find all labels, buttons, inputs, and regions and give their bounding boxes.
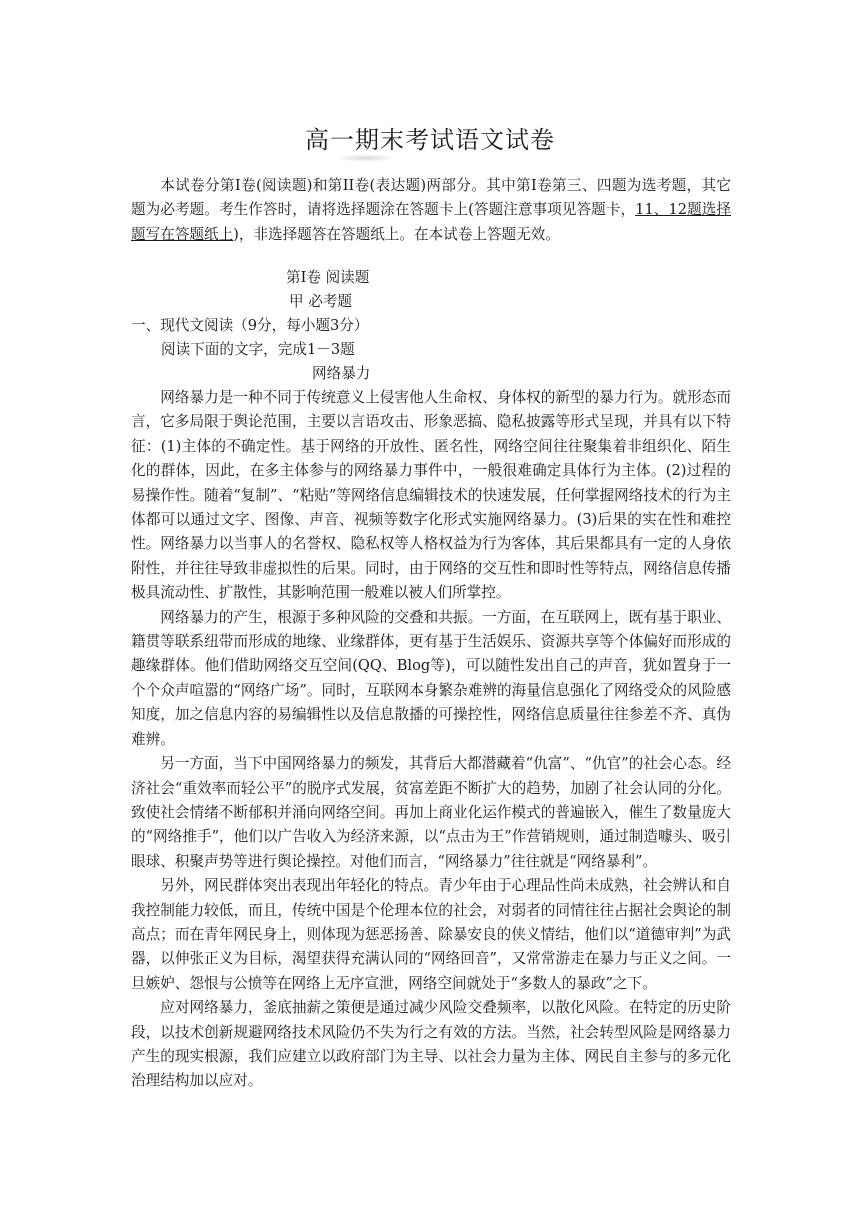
- exam-title: 高一期末考试语文试卷: [305, 126, 555, 154]
- article-body: [131, 386, 731, 1094]
- reading-instruction: 阅读下面的文字，完成1－3题: [161, 341, 355, 358]
- intro-paragraph: [131, 174, 731, 247]
- article-paragraph: 网络暴力是一种不同于传统意义上侵害他人生命权、身体权的新型的暴力行为。就形态而言，它多局限于舆论范围，主要以言语攻击、形象恶搞、隐私披露等形式呈现，并具有以下特征：(1)主体的不确定性。基于网络的开放性、匿名性，网络空间往往聚集着非组织化、陌生化的群体，因此，在多主体参与的网络暴力事件中，一般很难确定具体行为主体。(2)过程的易操作性。随着“复制”、“粘贴”等网络信息编辑技术的快速发展，任何掌握网络技术的行为主体都可以通过文字、图像、声音、视频等数字化形式实施网络暴力。(3)后果的实在性和难控性。网络暴力以当事人的名誉权、隐私权等人格权益为行为客体，其后果都具有一定的人身依附性，并往往导致非虚拟性的后果。同时，由于网络的交互性和即时性等特点，网络信息传播极具流动性、扩散性，其影响范围一般难以被人们所掌控。: [131, 389, 731, 602]
- article-paragraph: 另外，网民群体突出表现出年轻化的特点。青少年由于心理品性尚未成熟，社会辨认和自我控制能力较低，而且，传统中国是个伦理本位的社会，对弱者的同情往往占据社会舆论的制高点；而在青年网民身上，则体现为惩恶扬善、除暴安良的侠义情结，他们以“道德审判”为武器，以伸张正义为目标，渴望获得充满认同的“网络回音”，又常常游走在暴力与正义之间。一旦嫉妒、怨恨与公愤等在网络上无序宣泄，网络空间就处于“多数人的暴政”之下。: [131, 877, 731, 992]
- article-paragraph: 另一方面，当下中国网络暴力的频发，其背后大都潜藏着“仇富”、“仇官”的社会心态。经济社会“重效率而轻公平”的脱序式发展，贫富差距不断扩大的趋势，加剧了社会认同的分化。致使社会情绪不断郁积并涌向网络空间。再加上商业化运作模式的普遍嵌入，催生了数量庞大的“网络推手”，他们以广告收入为经济来源，以“点击为王”作营销规则，通过制造噱头、吸引眼球、积聚声势等进行舆论操控。对他们而言，“网络暴力”往往就是“网络暴利”。: [131, 755, 731, 870]
- article-title: 网络暴力: [312, 365, 371, 382]
- article-paragraph: 应对网络暴力，釜底抽薪之策便是通过减少风险交叠频率，以散化风险。在特定的历史阶段，以技术创新规避网络技术风险仍不失为行之有效的方法。当然，社会转型风险是网络暴力产生的现实根源，我们应建立以政府部门为主导、以社会力量为主体、网民自主参与的多元化治理结构加以应对。: [131, 999, 731, 1090]
- article-paragraph: 网络暴力的产生，根源于多种风险的交叠和共振。一方面，在互联网上，既有基于职业、籍贯等联系纽带而形成的地缘、业缘群体，更有基于生活娱乐、资源共享等个体偏好而形成的趣缘群体。他们借助网络交互空间(QQ、Blog等)，可以随性发出自己的声音，犹如置身于一个个众声喧嚣的“网络广场”。同时，互联网本身繁杂难辨的海量信息强化了网络受众的风险感知度，加之信息内容的易编辑性以及信息散播的可操控性，网络信息质量往往参差不齐、真伪难辨。: [131, 608, 731, 748]
- section-heading: 一、现代文阅读（9分，每小题3分）: [131, 317, 369, 334]
- part-heading: 甲 必考题: [289, 293, 353, 310]
- scan-smudge: [336, 154, 396, 162]
- intro-text-post: )，非选择题答在答题纸上。在本试卷上答题无效。: [233, 225, 560, 243]
- exam-intro: [131, 174, 731, 247]
- intro-text-pre: 本试卷分第I卷(阅读题)和第II卷(表达题)两部分。其中第Ⅰ卷第三、四题为选考题，其它题为必考题。考生作答时，请将选择题涂在答题卡上(答题注意事项见答题卡，: [131, 177, 731, 219]
- intro-underlined-note: 11、12题选择题写在答题纸上: [131, 201, 731, 243]
- volume-heading: 第Ⅰ卷 阅读题: [286, 269, 370, 286]
